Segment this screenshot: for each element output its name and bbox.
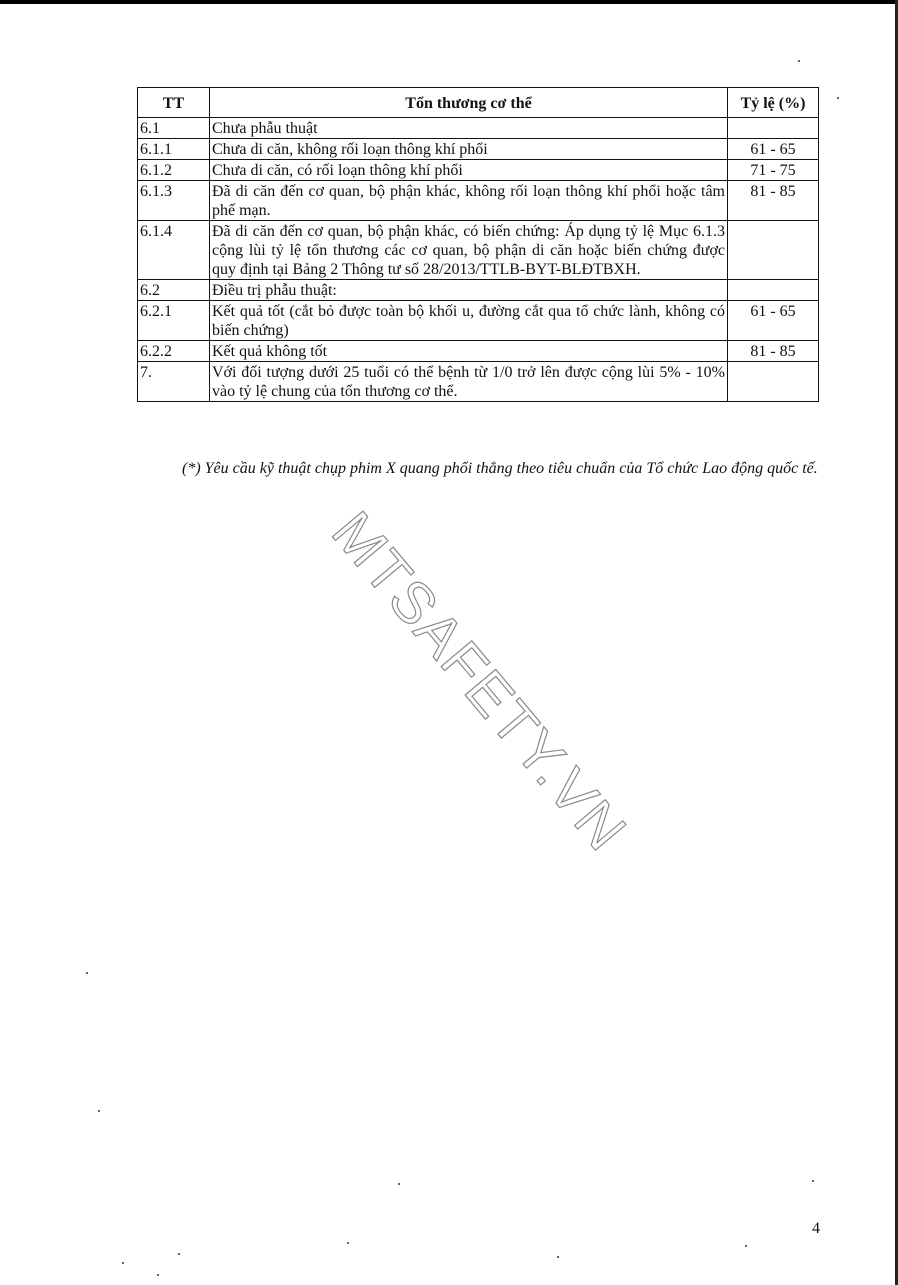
header-rate: Tỷ lệ (%) xyxy=(728,88,819,118)
row-tt: 6.2.2 xyxy=(138,341,210,362)
row-tt: 6.1.3 xyxy=(138,181,210,221)
table-row xyxy=(138,160,819,181)
row-description: Chưa phẫu thuật xyxy=(210,118,728,139)
row-tt: 6.1.4 xyxy=(138,221,210,280)
row-tt: 7. xyxy=(138,362,210,402)
table-row xyxy=(138,280,819,301)
header-tt: TT xyxy=(138,88,210,118)
scan-speck xyxy=(347,1242,349,1244)
table-row xyxy=(138,301,819,341)
table-row xyxy=(138,341,819,362)
row-description: Chưa di căn, không rối loạn thông khí phổi xyxy=(210,139,728,160)
row-description: Đã di căn đến cơ quan, bộ phận khác, có biến chứng: Áp dụng tỷ lệ Mục 6.1.3 cộng lùi tỷ lệ tổn thương các cơ quan, bộ phận di căn hoặc biến chứng được quy định tại Bảng 2 Thông tư số 28/2013/TTLB-BYT-BLĐTBXH. xyxy=(210,221,728,280)
row-rate xyxy=(728,362,819,402)
row-tt: 6.1.1 xyxy=(138,139,210,160)
scan-speck xyxy=(398,1183,400,1185)
row-description: Đã di căn đến cơ quan, bộ phận khác, không rối loạn thông khí phổi hoặc tâm phế mạn. xyxy=(210,181,728,221)
table-row xyxy=(138,139,819,160)
injury-rate-table xyxy=(137,87,819,402)
table-header-row xyxy=(138,88,819,118)
row-rate xyxy=(728,221,819,280)
page-number: 4 xyxy=(812,1220,820,1237)
scan-speck xyxy=(745,1245,747,1247)
row-rate: 71 - 75 xyxy=(728,160,819,181)
table-row xyxy=(138,221,819,280)
row-description: Điều trị phẫu thuật: xyxy=(210,280,728,301)
scan-speck xyxy=(98,1110,100,1112)
scan-speck xyxy=(557,1256,559,1258)
row-description: Chưa di căn, có rối loạn thông khí phổi xyxy=(210,160,728,181)
scan-speck xyxy=(86,972,88,974)
scan-top-edge xyxy=(0,0,898,4)
scan-speck xyxy=(122,1262,124,1264)
table-row xyxy=(138,362,819,402)
row-rate: 61 - 65 xyxy=(728,301,819,341)
scan-speck xyxy=(837,97,839,99)
row-description: Với đối tượng dưới 25 tuổi có thể bệnh từ 1/0 trở lên được cộng lùi 5% - 10% vào tỷ lệ chung của tổn thương cơ thể. xyxy=(210,362,728,402)
footnote: (*) Yêu cầu kỹ thuật chụp phim X quang phổi thẳng theo tiêu chuẩn của Tổ chức Lao động quốc tế. xyxy=(182,460,818,477)
row-description: Kết quả không tốt xyxy=(210,341,728,362)
table-row xyxy=(138,181,819,221)
row-rate xyxy=(728,118,819,139)
row-rate xyxy=(728,280,819,301)
row-rate: 61 - 65 xyxy=(728,139,819,160)
table-row xyxy=(138,118,819,139)
header-description: Tổn thương cơ thể xyxy=(210,88,728,118)
row-rate: 81 - 85 xyxy=(728,181,819,221)
row-tt: 6.1 xyxy=(138,118,210,139)
row-tt: 6.2.1 xyxy=(138,301,210,341)
scan-speck xyxy=(798,60,800,62)
scan-speck xyxy=(178,1253,180,1255)
row-tt: 6.2 xyxy=(138,280,210,301)
row-rate: 81 - 85 xyxy=(728,341,819,362)
row-tt: 6.1.2 xyxy=(138,160,210,181)
scan-speck xyxy=(812,1180,814,1182)
row-description: Kết quả tốt (cắt bỏ được toàn bộ khối u, đường cắt qua tổ chức lành, không có biến chứng) xyxy=(210,301,728,341)
watermark: MTSAFETY.VN xyxy=(319,499,640,864)
scan-speck xyxy=(157,1274,159,1276)
